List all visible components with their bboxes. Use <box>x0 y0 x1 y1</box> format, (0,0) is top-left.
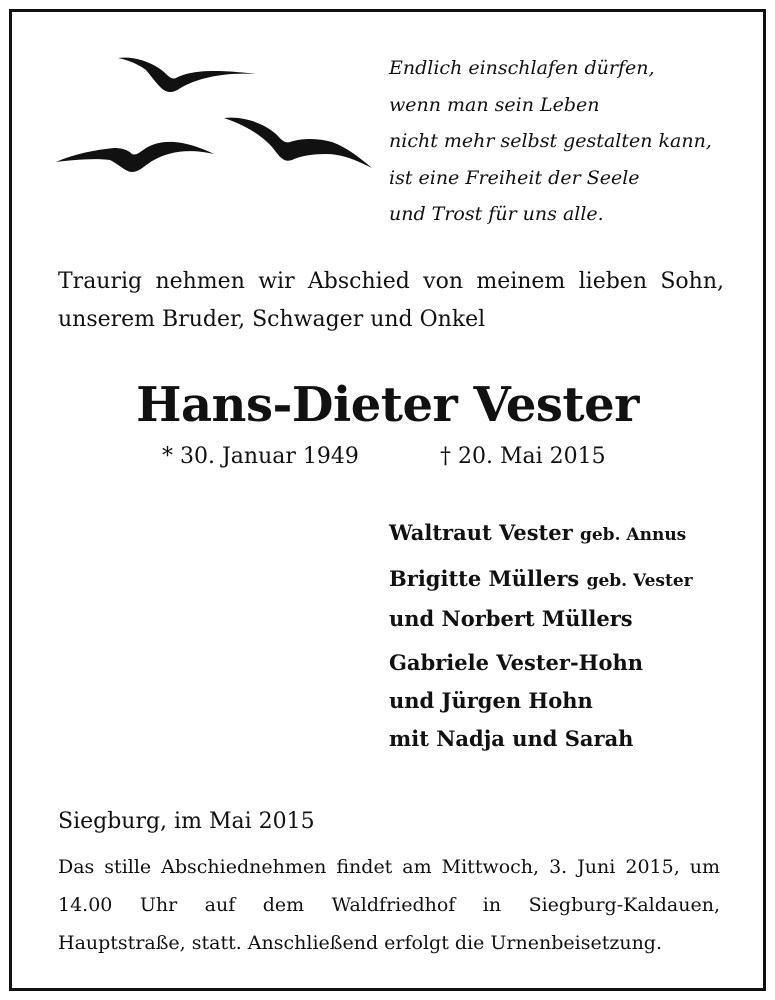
bird-icon <box>56 142 214 172</box>
mourner-name: Gabriele Vester-Hohn <box>389 650 644 675</box>
mourner-name: und Norbert Müllers <box>389 606 633 631</box>
deceased-name: Hans-Dieter Vester <box>136 377 639 433</box>
intro-text <box>58 263 724 339</box>
mourner-group <box>389 560 693 638</box>
mourner-name: Brigitte Müllers <box>389 566 580 591</box>
poem <box>389 50 712 233</box>
mourner-maiden-name: geb. Annus <box>579 525 687 545</box>
mourner-group <box>389 644 693 758</box>
mourner-name: Waltraut Vester <box>389 520 573 545</box>
intro-line: Traurig nehmen wir Abschied von meinem lieben Sohn, <box>58 269 724 294</box>
intro-line: unserem Bruder, Schwager und Onkel <box>58 307 486 332</box>
poem-line: und Trost für uns alle. <box>389 203 604 225</box>
bird-icon <box>118 58 256 92</box>
bird-icon <box>224 118 372 168</box>
death-date: † 20. Mai 2015 <box>440 444 606 469</box>
poem-line: Endlich einschlafen dürfen, <box>389 57 655 79</box>
poem-line: nicht mehr selbst gestalten kann, <box>389 130 712 152</box>
place-date: Siegburg, im Mai 2015 <box>58 809 315 834</box>
mourner-name: mit Nadja und Sarah <box>389 726 634 751</box>
mourners-list <box>389 514 693 764</box>
mourner-maiden-name: geb. Vester <box>586 571 693 591</box>
poem-line: ist eine Freiheit der Seele <box>389 166 640 189</box>
mourner-group <box>389 514 693 554</box>
birth-date: * 30. Januar 1949 <box>162 444 359 469</box>
mourner-name: und Jürgen Hohn <box>389 688 593 713</box>
funeral-notice: Das stille Abschiednehmen findet am Mittwoch, 3. Juni 2015, um 14.00 Uhr auf dem Waldfriedhof in Siegburg-Kaldauen, Hauptstraße, statt. Anschließend erfolgt die Urnenbeisetzung. <box>58 856 720 954</box>
poem-line: wenn man sein Leben <box>389 93 600 116</box>
birds-illustration <box>56 50 376 180</box>
